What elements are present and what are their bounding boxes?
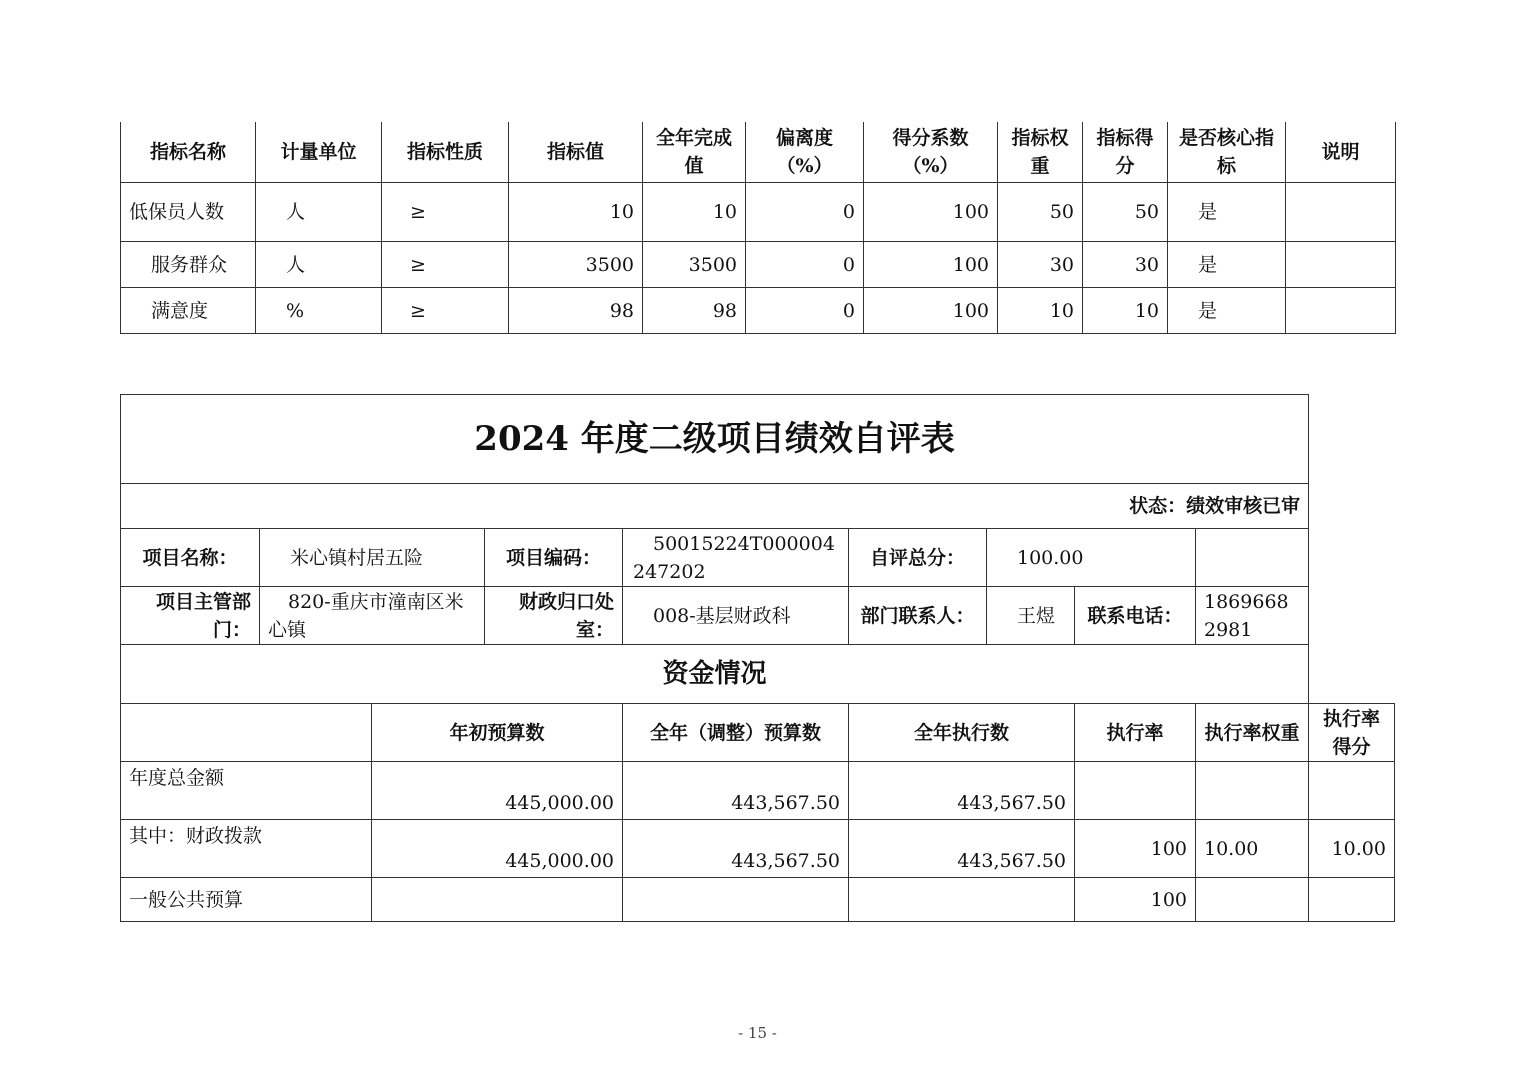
indicator-weight: 50 [998,183,1083,242]
funds-rate: 100 [1075,878,1196,922]
indicator-nature: ≥ [382,288,509,334]
indicator-note [1286,288,1396,334]
funds-executed [849,878,1075,922]
funds-header: 执行率 [1075,704,1196,762]
indicator-coef: 100 [864,242,998,288]
indicator-actual: 10 [643,183,746,242]
indicator-header-row [121,122,1396,183]
funds-rate-score: 10.00 [1309,820,1395,878]
funds-rate-score [1309,878,1395,922]
header-cell: 计量单位 [256,122,382,183]
indicator-core: 是 [1168,183,1286,242]
dept-info-row [121,587,1395,645]
indicator-nature: ≥ [382,242,509,288]
header-cell: 得分系数（%） [864,122,998,183]
funds-rate-weight [1196,878,1309,922]
header-cell: 是否核心指标 [1168,122,1286,183]
phone-value: 18696682981 [1196,587,1309,645]
indicator-note [1286,183,1396,242]
funds-header: 全年执行数 [849,704,1075,762]
contact-value: 王煜 [987,587,1075,645]
indicator-name: 低保员人数 [121,183,256,242]
project-name-label: 项目名称： [121,529,260,587]
indicator-deviation: 0 [746,288,864,334]
indicator-score: 10 [1083,288,1168,334]
finance-office-value: 008-基层财政科 [623,587,849,645]
funds-rate: 100 [1075,820,1196,878]
indicator-score: 50 [1083,183,1168,242]
funds-header: 执行率得分 [1309,704,1395,762]
funds-initial: 445,000.00 [372,820,623,878]
funds-header-row [121,704,1395,762]
header-cell: 指标名称 [121,122,256,183]
indicator-name: 服务群众 [121,242,256,288]
indicator-unit: 人 [256,183,382,242]
funds-executed: 443,567.50 [849,762,1075,820]
contact-label: 部门联系人： [849,587,987,645]
phone-label: 联系电话： [1075,587,1196,645]
indicator-value: 98 [509,288,643,334]
indicator-table [120,122,1396,334]
indicator-unit: 人 [256,242,382,288]
indicator-coef: 100 [864,288,998,334]
page-number: - 15 - [738,1024,777,1042]
table-row [121,288,1396,334]
funds-header: 年初预算数 [372,704,623,762]
funds-row [121,878,1395,922]
header-cell: 指标值 [509,122,643,183]
dept-label: 项目主管部门： [121,587,260,645]
funds-header: 全年（调整）预算数 [623,704,849,762]
project-code-value: 50015224T000004247202 [623,529,849,587]
funds-adjusted [623,878,849,922]
indicator-value: 10 [509,183,643,242]
finance-office-label: 财政归口处室： [485,587,623,645]
indicator-weight: 10 [998,288,1083,334]
indicator-coef: 100 [864,183,998,242]
total-score-label: 自评总分： [849,529,987,587]
indicator-weight: 30 [998,242,1083,288]
funds-row [121,820,1395,878]
indicator-note [1286,242,1396,288]
indicator-core: 是 [1168,242,1286,288]
header-cell: 指标性质 [382,122,509,183]
project-name-value: 米心镇村居五险 [260,529,485,587]
indicator-unit: % [256,288,382,334]
funds-adjusted: 443,567.50 [623,820,849,878]
form-title: 2024 年度二级项目绩效自评表 [121,395,1309,484]
funds-executed: 443,567.50 [849,820,1075,878]
funds-rate-weight [1196,762,1309,820]
funds-adjusted: 443,567.50 [623,762,849,820]
header-cell: 全年完成值 [643,122,746,183]
funds-initial [372,878,623,922]
funds-rate-score [1309,762,1395,820]
empty-cell [1196,529,1309,587]
header-cell: 指标得分 [1083,122,1168,183]
funds-row-label: 一般公共预算 [121,878,372,922]
eval-form-table [120,394,1395,922]
funds-row [121,762,1395,820]
indicator-name: 满意度 [121,288,256,334]
indicator-deviation: 0 [746,242,864,288]
funds-section-title: 资金情况 [121,645,1309,704]
indicator-score: 30 [1083,242,1168,288]
indicator-actual: 3500 [643,242,746,288]
header-cell: 指标权重 [998,122,1083,183]
status-label: 状态：绩效审核已审 [121,484,1309,529]
dept-value: 820-重庆市潼南区米心镇 [260,587,485,645]
project-code-label: 项目编码： [485,529,623,587]
empty-cell [121,704,372,762]
funds-header: 执行率权重 [1196,704,1309,762]
funds-rate-weight: 10.00 [1196,820,1309,878]
table-row [121,183,1396,242]
header-cell: 偏离度（%） [746,122,864,183]
funds-row-label: 年度总金额 [121,762,372,820]
funds-initial: 445,000.00 [372,762,623,820]
funds-row-label: 其中：财政拨款 [121,820,372,878]
header-cell: 说明 [1286,122,1396,183]
indicator-nature: ≥ [382,183,509,242]
indicator-deviation: 0 [746,183,864,242]
indicator-value: 3500 [509,242,643,288]
project-info-row [121,529,1395,587]
table-row [121,242,1396,288]
indicator-core: 是 [1168,288,1286,334]
total-score-value: 100.00 [987,529,1196,587]
funds-rate [1075,762,1196,820]
indicator-actual: 98 [643,288,746,334]
